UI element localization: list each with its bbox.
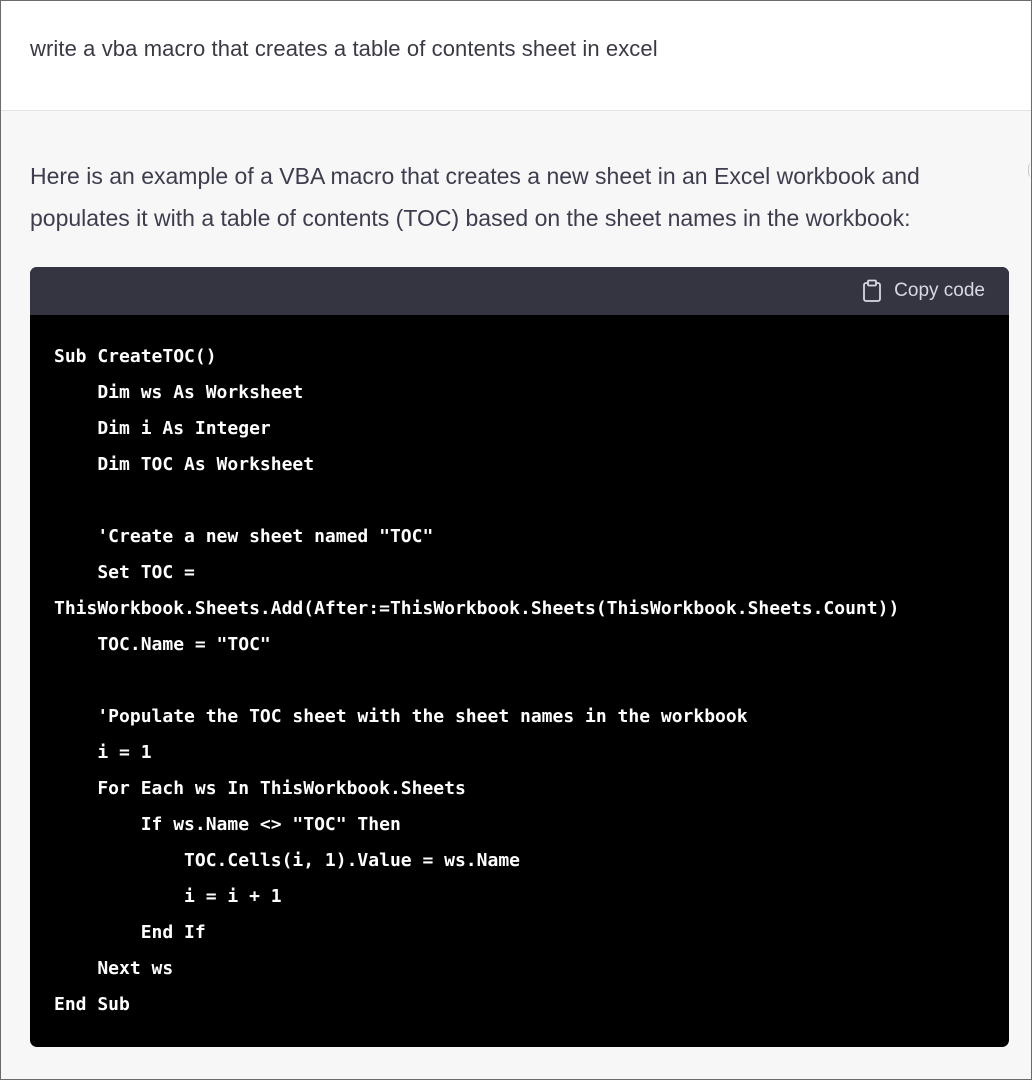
code-line: End If xyxy=(54,922,206,943)
code-content[interactable] xyxy=(30,315,1009,1047)
copy-code-button[interactable] xyxy=(862,279,985,303)
code-line: Sub CreateTOC() xyxy=(54,346,217,367)
edge-marker xyxy=(1028,163,1032,177)
code-line: 'Populate the TOC sheet with the sheet names in the workbook xyxy=(54,706,748,727)
code-line xyxy=(54,663,1009,699)
code-line: 'Create a new sheet named "TOC" xyxy=(54,526,434,547)
clipboard-icon xyxy=(862,279,882,303)
code-header xyxy=(30,267,1009,315)
code-line: Dim ws As Worksheet xyxy=(54,382,304,403)
copy-code-label: Copy code xyxy=(894,280,985,301)
code-line: TOC.Name = "TOC" xyxy=(54,634,271,655)
code-line: For Each ws In ThisWorkbook.Sheets xyxy=(54,778,466,799)
code-line: End Sub xyxy=(54,994,130,1015)
code-line: TOC.Cells(i, 1).Value = ws.Name xyxy=(54,850,520,871)
user-message xyxy=(1,1,1031,111)
code-line: If ws.Name <> "TOC" Then xyxy=(54,814,401,835)
code-line: Set TOC = xyxy=(54,562,195,583)
code-line: Next ws xyxy=(54,958,174,979)
assistant-message xyxy=(1,111,1031,1047)
code-line: Dim i As Integer xyxy=(54,418,271,439)
assistant-intro-text: Here is an example of a VBA macro that creates a new sheet in an Excel workbook and populates it with a table of contents (TOC) based on the sheet names in the workbook: xyxy=(30,163,920,231)
code-block xyxy=(30,267,1009,1047)
code-line xyxy=(54,483,1009,519)
code-line: i = 1 xyxy=(54,742,152,763)
code-line: Dim TOC As Worksheet xyxy=(54,454,315,475)
code-line: ThisWorkbook.Sheets.Add(After:=ThisWorkbook.Sheets(ThisWorkbook.Sheets.Count)) xyxy=(54,598,900,619)
user-message-text: write a vba macro that creates a table of contents sheet in excel xyxy=(30,36,658,61)
code-line: i = i + 1 xyxy=(54,886,282,907)
